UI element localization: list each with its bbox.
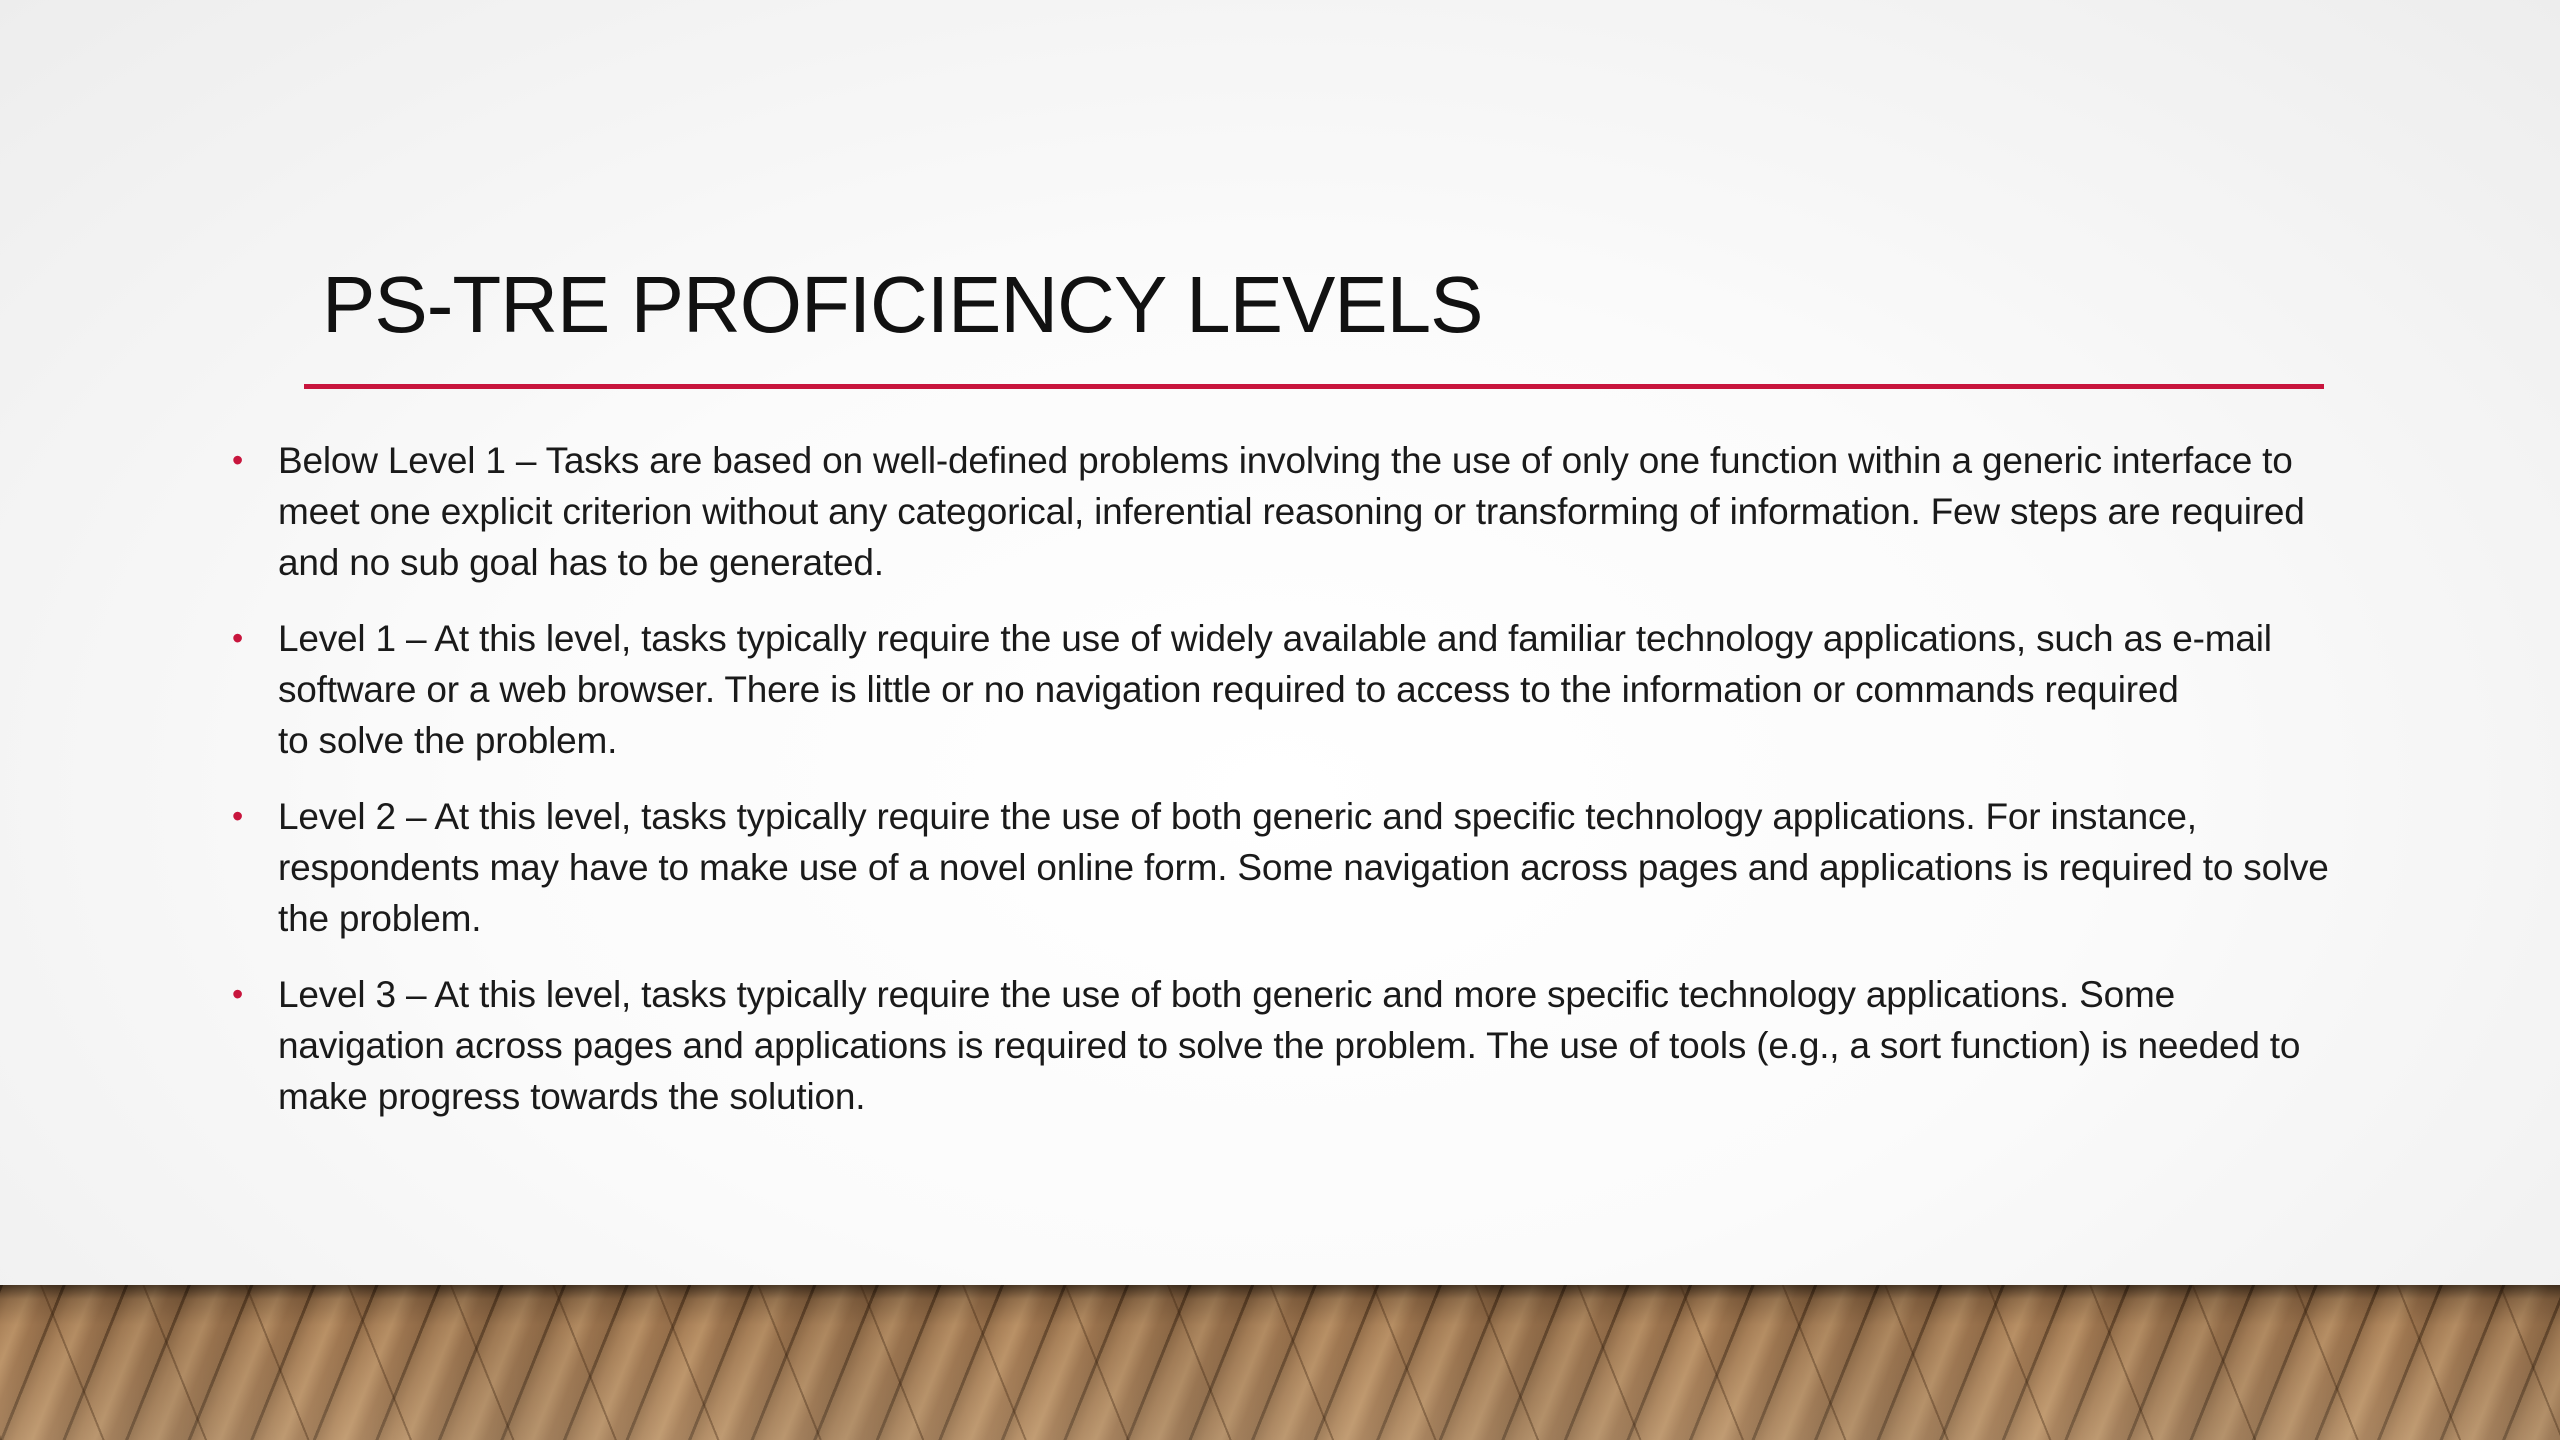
bullet-item-level-3 bbox=[230, 969, 2340, 1122]
bullet-dot-icon: • bbox=[232, 620, 244, 656]
bullet-item-level-2 bbox=[230, 791, 2340, 944]
bullet-text: Below Level 1 – Tasks are based on well-defined problems involving the use of only one function within a generic interface to meet one explicit criterion without any categorical, inferential reasoning or transforming of information. Few steps are required and no sub goal has to be generated. bbox=[278, 440, 2305, 583]
slide-title: PS-TRE PROFICIENCY LEVELS bbox=[322, 260, 1483, 349]
title-underline bbox=[304, 384, 2324, 389]
bullet-dot-icon: • bbox=[232, 442, 244, 478]
floor-plank-shading bbox=[0, 1285, 2560, 1440]
bullet-text: Level 3 – At this level, tasks typically require the use of both generic and more specific technology applications. Some navigation across pages and applications is required to solve the problem. The use of tools (e.g., a sort function) is needed to make progress towards the solution. bbox=[278, 974, 2301, 1117]
bullet-list bbox=[230, 435, 2340, 1147]
bullet-dot-icon: • bbox=[232, 976, 244, 1012]
bullet-text: Level 2 – At this level, tasks typically require the use of both generic and specific technology applications. For instance, respondents may have to make use of a novel online form. Some navigation across pages and applications is required to solve the problem. bbox=[278, 796, 2329, 939]
wooden-floor-decoration bbox=[0, 1285, 2560, 1440]
bullet-dot-icon: • bbox=[232, 798, 244, 834]
bullet-text: Level 1 – At this level, tasks typically require the use of widely available and familiar technology applications, such as e-mail software or a web browser. There is little or no navigation required to access to the information or commands required to solve the problem. bbox=[278, 618, 2272, 761]
bullet-item-level-1 bbox=[230, 613, 2340, 766]
bullet-item-below-level-1 bbox=[230, 435, 2340, 588]
